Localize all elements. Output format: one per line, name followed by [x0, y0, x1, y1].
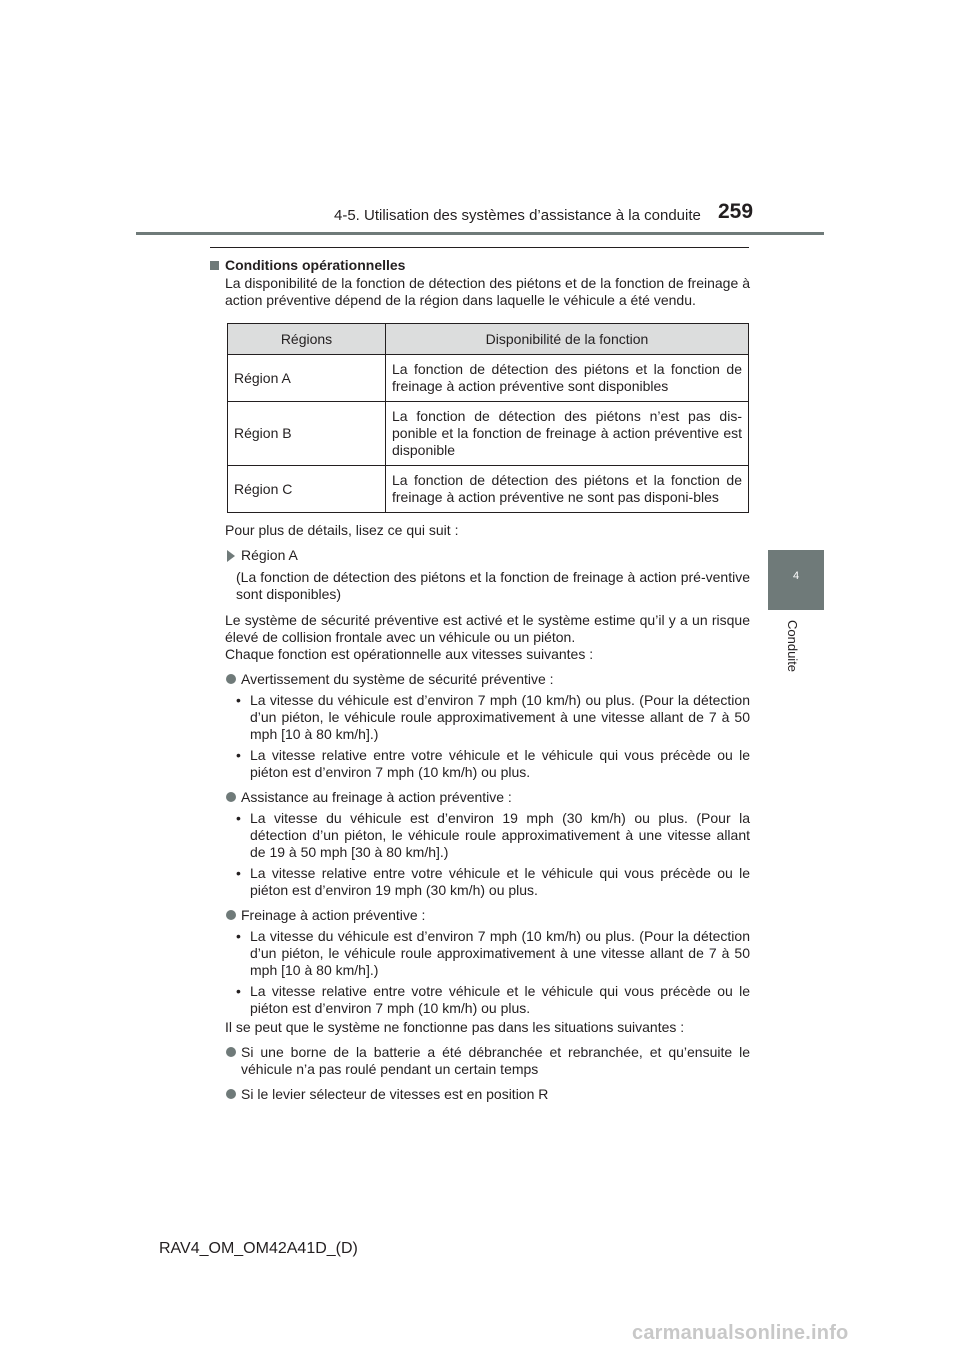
table-row [228, 402, 749, 466]
list-item [210, 671, 750, 688]
situation-text: Si le levier sélecteur de vitesses est en position R [241, 1086, 549, 1102]
situation-text: Si une borne de la batterie a été débranchée et rebranchée, et qu’ensuite le véhicule n’a pas roulé pendant un certain temps [241, 1044, 750, 1077]
sub-item-text: La vitesse relative entre votre véhicule et le véhicule qui vous précède ou le piéton est d’environ 7 mph (10 km/h) ou plus. [250, 983, 750, 1016]
sub-list-item [210, 928, 750, 979]
list-item [210, 1044, 750, 1078]
availability-cell: La fonction de détection des piétons n’est pas dis-ponible et la fonction de freinage à action préventive est disponible [386, 402, 749, 466]
chapter-tab [768, 550, 824, 610]
circle-bullet-icon [226, 674, 236, 684]
sub-list-item [210, 865, 750, 899]
bullet-mark: • [236, 810, 241, 826]
sub-item-text: La vitesse du véhicule est d’environ 7 mph (10 km/h) ou plus. (Pour la détection d’un piéton, le véhicule roule approximativement à une vitesse allant de 7 à 50 mph [10 à 80 km/h].) [250, 692, 750, 742]
table-row [228, 466, 749, 513]
region-a-label: Région A [241, 547, 298, 563]
region-a-note: (La fonction de détection des piétons et la fonction de freinage à action pré-ventive sont disponibles) [236, 569, 750, 602]
malfunction-intro: Il se peut que le système ne fonctionne pas dans les situations suivantes : [225, 1019, 685, 1035]
bullet-mark: • [236, 928, 241, 944]
section-heading [210, 255, 750, 275]
circle-bullet-icon [226, 1047, 236, 1057]
header-availability: Disponibilité de la fonction [386, 324, 749, 355]
group-title: Freinage à action préventive : [241, 907, 426, 923]
circle-bullet-icon [226, 1089, 236, 1099]
availability-cell: La fonction de détection des piétons et la fonction de freinage à action préventive sont disponibles [386, 355, 749, 402]
sub-item-text: La vitesse du véhicule est d’environ 19 mph (30 km/h) ou plus. (Pour la détection d’un piéton, le véhicule roule approximativement à une vitesse allant de 19 à 50 mph [30 à 80 km/h].) [250, 810, 750, 860]
availability-cell: La fonction de détection des piétons et la fonction de freinage à action préventive ne sont pas disponi-bles [386, 466, 749, 513]
document-code: RAV4_OM_OM42A41D_(D) [159, 1240, 358, 1257]
intro-paragraph: La disponibilité de la fonction de détection des piétons et de la fonction de freinage à action préventive dépend de la région dans laquelle le véhicule a été vendu. [225, 275, 750, 308]
region-a-heading [210, 547, 750, 564]
circle-bullet-icon [226, 910, 236, 920]
region-cell: Région C [228, 466, 386, 513]
sub-item-text: La vitesse relative entre votre véhicule et le véhicule qui vous précède ou le piéton est d’environ 19 mph (30 km/h) ou plus. [250, 865, 750, 898]
bullet-mark: • [236, 692, 241, 708]
table-header-row [228, 324, 749, 355]
header-regions: Régions [228, 324, 386, 355]
square-bullet-icon [210, 261, 219, 270]
region-cell: Région B [228, 402, 386, 466]
header-rule [136, 232, 824, 235]
sub-list-item [210, 810, 750, 861]
table-row [228, 355, 749, 402]
bullet-mark: • [236, 983, 241, 999]
main-content [210, 255, 750, 1103]
page-number: 259 [718, 200, 754, 223]
group-title: Avertissement du système de sécurité préventive : [241, 671, 554, 687]
sub-list-item [210, 747, 750, 781]
group-title: Assistance au freinage à action préventive : [241, 789, 512, 805]
bullet-mark: • [236, 865, 241, 881]
chapter-number: 4 [792, 570, 800, 582]
details-intro: Pour plus de détails, lisez ce qui suit : [225, 522, 459, 538]
sub-item-text: La vitesse relative entre votre véhicule et le véhicule qui vous précède ou le piéton est d’environ 7 mph (10 km/h) ou plus. [250, 747, 750, 780]
section-divider [210, 247, 749, 248]
sub-list-item [210, 983, 750, 1017]
speeds-text: Chaque fonction est opérationnelle aux vitesses suivantes : [225, 646, 594, 662]
regions-table [227, 323, 749, 513]
bullet-mark: • [236, 747, 241, 763]
circle-bullet-icon [226, 792, 236, 802]
chapter-label: Conduite [785, 620, 800, 673]
list-item [210, 789, 750, 806]
arrow-right-icon [227, 550, 235, 562]
heading-text: Conditions opérationnelles [225, 256, 406, 273]
list-item [210, 907, 750, 924]
chapter-label-wrap [785, 620, 808, 680]
watermark: carmanualsonline.info [632, 1322, 849, 1344]
sub-item-text: La vitesse du véhicule est d’environ 7 mph (10 km/h) ou plus. (Pour la détection d’un piéton, le véhicule roule approximativement à une vitesse allant de 7 à 50 mph [10 à 80 km/h].) [250, 928, 750, 978]
list-item [210, 1086, 750, 1103]
region-cell: Région A [228, 355, 386, 402]
system-text: Le système de sécurité préventive est activé et le système estime qu’il y a un risque élevé de collision frontale avec un véhicule ou un piéton. [225, 612, 750, 645]
sub-list-item [210, 692, 750, 743]
system-description [210, 612, 750, 663]
section-title: 4-5. Utilisation des systèmes d’assistance à la conduite [334, 207, 701, 224]
